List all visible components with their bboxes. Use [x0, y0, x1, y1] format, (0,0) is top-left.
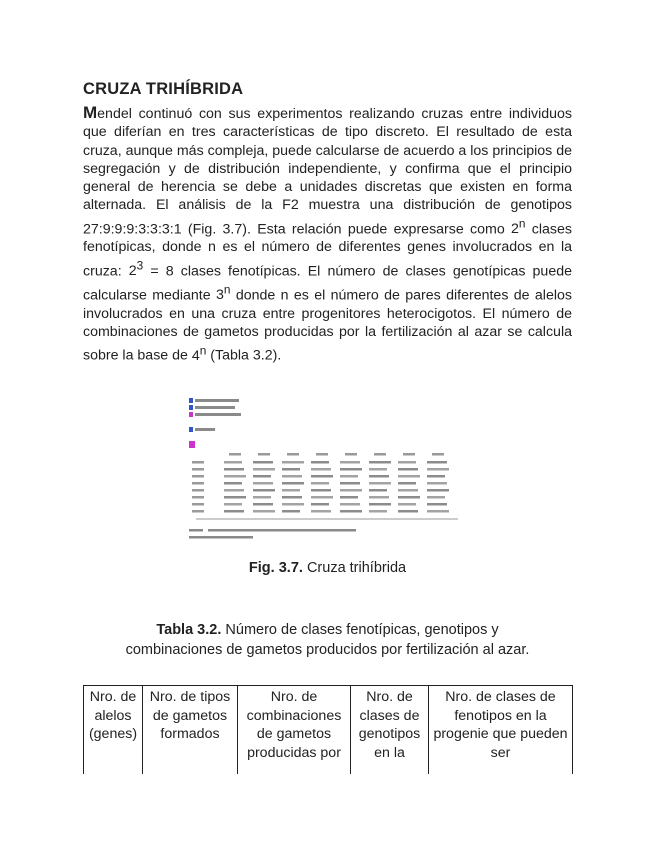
figure-blurred-mark: [369, 461, 391, 464]
figure-blurred-mark: [311, 482, 329, 485]
paragraph-tail: (Tabla 3.2).: [206, 347, 282, 364]
figure-blurred-mark: [311, 510, 331, 513]
header-phenotype-classes: Nro. de clases de fenotipos en la progenie que pueden ser: [429, 686, 573, 773]
figure-blurred-mark: [398, 482, 416, 485]
paragraph-mid-1: clases fenotípicas, donde n es el número de diferentes genes involucrados en la cruza:: [83, 221, 572, 280]
body-paragraph: [83, 104, 572, 365]
figure-blurred-mark: [282, 482, 304, 485]
punnett-square-grid: [192, 453, 449, 513]
figure-blurred-mark: [253, 496, 271, 499]
figure-blurred-mark: [258, 453, 270, 456]
figure-blurred-mark: [427, 461, 447, 464]
trihybrid-cross-figure: [186, 393, 478, 545]
figure-blurred-mark: [192, 475, 204, 478]
figure-blurred-mark: [253, 468, 275, 471]
figure-blurred-mark: [224, 489, 244, 492]
figure-blurred-mark: [311, 503, 329, 506]
header-gamete-types: Nro. de tipos de gametos formados: [143, 686, 238, 773]
figure-blurred-mark: [369, 503, 391, 506]
figure-blurred-mark: [192, 468, 204, 471]
figure-blurred-mark: [192, 503, 204, 506]
figure-blurred-mark: [427, 510, 449, 513]
table-caption-label: Tabla 3.2.: [156, 622, 222, 638]
figure-blurred-mark: [224, 510, 244, 513]
figure-blurred-mark: [253, 461, 273, 464]
figure-blurred-mark: [340, 510, 362, 513]
figure-blurred-mark: [192, 461, 204, 464]
figure-blurred-mark: [224, 503, 242, 506]
formula-genotypes: 3$^n$: [215, 282, 231, 304]
figure-blurred-mark: [282, 496, 302, 499]
section-title: CRUZA TRIHÍBRIDA: [83, 80, 244, 98]
figure-blurred-mark: [282, 468, 300, 471]
figure-blurred-mark: [340, 475, 358, 478]
figure-blurred-mark: [369, 510, 387, 513]
figure-blurred-mark: [253, 489, 275, 492]
figure-blurred-mark: [282, 475, 302, 478]
figure-blurred-mark: [369, 482, 391, 485]
figure-blurred-mark: [340, 503, 360, 506]
figure-blurred-mark: [398, 489, 418, 492]
figure-blurred-mark: [398, 468, 418, 471]
figure-blurred-mark: [427, 475, 445, 478]
figure-blurred-mark: [192, 496, 204, 499]
drop-cap: M: [83, 103, 98, 122]
figure-blurred-mark: [374, 453, 386, 456]
figure-blurred-mark: [398, 503, 416, 506]
figure-blurred-mark: [427, 489, 449, 492]
figure-blurred-mark: [311, 475, 333, 478]
figure-blurred-mark: [282, 503, 304, 506]
figure-blurred-mark: [369, 489, 387, 492]
figure-blurred-mark: [253, 503, 273, 506]
figure-parents-legend: [189, 398, 241, 417]
figure-blurred-mark: [340, 496, 358, 499]
figure-blurred-mark: [224, 482, 242, 485]
figure-blurred-mark: [282, 461, 304, 464]
figure-blurred-mark: [427, 482, 447, 485]
figure-blurred-mark: [229, 453, 241, 456]
figure-blurred-mark: [253, 475, 271, 478]
figure-blurred-mark: [398, 496, 420, 499]
figure-blurred-mark: [282, 489, 300, 492]
figure-blurred-mark: [224, 461, 242, 464]
figure-blurred-mark: [369, 475, 389, 478]
figure-blurred-mark: [345, 453, 357, 456]
figure-blurred-mark: [369, 468, 387, 471]
paragraph-mid-2: = 8 clases fenotípicas. El número de clases genotípicas puede calcularse mediante: [83, 263, 572, 304]
figure-blurred-mark: [403, 453, 415, 456]
figure-blurred-mark: [224, 468, 244, 471]
figure-blurred-mark: [311, 468, 331, 471]
figure-blurred-mark: [427, 503, 447, 506]
figure-blurred-mark: [369, 496, 389, 499]
figure-blurred-mark: [287, 453, 299, 456]
figure-blurred-mark: [398, 461, 416, 464]
figure-caption-text: Cruza trihíbrida: [302, 560, 407, 576]
figure-blurred-mark: [282, 510, 300, 513]
table-caption: [110, 621, 545, 660]
figure-blurred-mark: [192, 482, 204, 485]
gamete-combinations-table: [83, 685, 573, 774]
figure-blurred-mark: [311, 496, 333, 499]
figure-blurred-mark: [192, 510, 204, 513]
figure-f1-row: [189, 427, 215, 448]
figure-blurred-mark: [311, 461, 329, 464]
paragraph-mid-3: donde n es el número de pares diferentes de alelos involucrados en una cruza entre progenitores heterocigotos. El número de combinaciones de gametos producidas por la fertilización al azar se calcula sobre la base de: [83, 287, 572, 364]
formula-phenotypes: 2$^n$: [511, 216, 526, 238]
formula-eight-classes: $2^3$: [128, 258, 144, 280]
figure-blurred-mark: [316, 453, 328, 456]
figure-caption: [0, 560, 655, 576]
figure-blurred-mark: [311, 489, 331, 492]
figure-blurred-mark: [340, 489, 362, 492]
figure-blurred-mark: [340, 468, 362, 471]
figure-blurred-mark: [432, 453, 444, 456]
header-gamete-combinations: Nro. de combinaciones de gametos producidas por: [238, 686, 351, 773]
table-continuation: [84, 772, 573, 774]
table-caption-text: Número de clases fenotípicas, genotipos y combinaciones de gametos producidos por fertilización al azar.: [125, 622, 530, 658]
figure-blurred-mark: [398, 475, 420, 478]
figure-blurred-mark: [340, 482, 360, 485]
header-genotype-classes: Nro. de clases de genotipos en la: [351, 686, 429, 773]
header-alleles: Nro. de alelos (genes): [84, 686, 143, 773]
figure-caption-label: Fig. 3.7.: [248, 560, 303, 576]
figure-blurred-mark: [253, 482, 273, 485]
figure-ratio-footnote: [189, 529, 356, 539]
figure-blurred-mark: [427, 496, 445, 499]
figure-blurred-mark: [398, 510, 418, 513]
formula-gametes: 4$^n$: [191, 343, 207, 364]
figure-blurred-mark: [192, 489, 204, 492]
figure-blurred-mark: [340, 461, 360, 464]
figure-blurred-mark: [427, 468, 449, 471]
figure-blurred-mark: [253, 510, 275, 513]
table-header-row: [84, 686, 573, 773]
figure-blurred-mark: [224, 496, 246, 499]
figure-blurred-mark: [224, 475, 246, 478]
paragraph-lead: endel continuó con sus experimentos realizando cruzas entre individuos que diferían en tres características de tipo discreto. El resultado de esta cruza, aunque más compleja, puede calcularse de acuerdo a los principios de segregación y de distribución independiente, y confirma que el principio general de herencia se debe a unidades discretas que existen en forma alternada. El análisis de la F2 muestra una distribución de genotipos 27:9:9:9:3:3:3:1 (Fig. 3.7). Esta relación puede expresarse como: [83, 106, 572, 238]
